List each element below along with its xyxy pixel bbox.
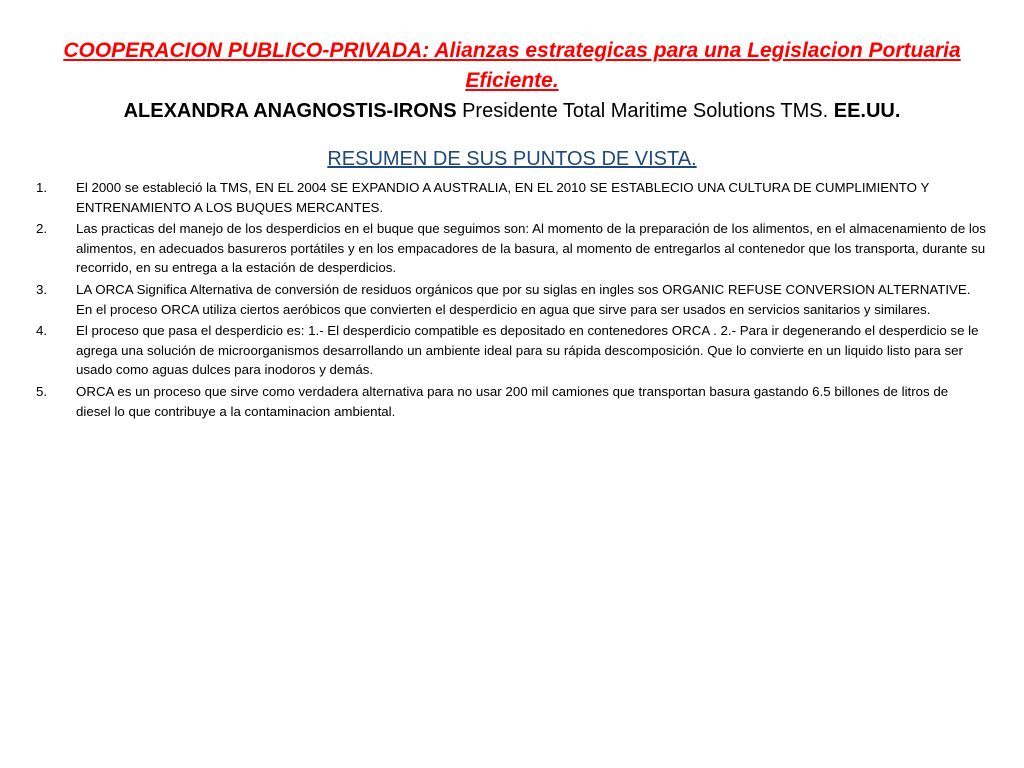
list-item-text: LA ORCA Significa Alternativa de conversión de residuos orgánicos que por su siglas en ingles sos ORGANIC REFUSE CONVERSION ALTERNATIVE. En el proceso ORCA utiliza ciertos aeróbicos que convierten el desperdicio en agua que sirve para ser usados en servicios sanitarios y similares. [76,281,971,317]
list-item-text: Las practicas del manejo de los desperdicios en el buque que seguimos son: Al momento de la preparación de los alimentos, en el almacenamiento de los alimentos, en adecuados basureros portátiles y en los empacadores de la basura, al momento de entregarlos al contenedor que los transporta, durante su recorrido, en su entrega a la estación de desperdicios. [76,221,986,276]
list-item-number: 1. [36,180,48,195]
speaker-name: ALEXANDRA ANAGNOSTIS-IRONS [123,100,457,122]
list-item [36,178,986,217]
title-block [40,36,984,126]
list-item-number: 3. [36,281,48,297]
speaker-line [40,96,984,126]
speaker-role: Presidente Total Maritime Solutions TMS. [456,100,834,122]
list-item-text: El 2000 se estableció la TMS, EN EL 2004 SE EXPANDIO A AUSTRALIA, EN EL 2010 SE ESTABLECIO UNA CULTURA DE CUMPLIMIENTO Y ENTRENAMIENTO A LOS BUQUES MERCANTES. [76,180,930,215]
list-item-text: El proceso que pasa el desperdicio es: 1.- El desperdicio compatible es depositado en contenedores ORCA . 2.- Para ir degenerando el desperdicio se le agrega una solución de microorganismos desarrollando un ambiente ideal para su rápida descomposición. Que lo convierte en un liquido listo para ser usado como aguas dulces para inodoros y demás. [76,323,979,378]
list-item [36,219,986,278]
list-item-number: 2. [36,221,48,237]
slide-title: COOPERACION PUBLICO-PRIVADA: Alianzas estrategicas para una Legislacion Portuaria Eficiente. [63,39,961,92]
section-subtitle: RESUMEN DE SUS PUNTOS DE VISTA. [327,148,697,170]
list-item [36,321,986,380]
list-item-text: ORCA es un proceso que sirve como verdadera alternativa para no usar 200 mil camiones que transportan basura gastando 6.5 billones de litros de diesel lo que contribuye a la contaminacion ambiental. [76,383,949,419]
list-item-number: 4. [36,323,48,339]
points-list [36,178,986,423]
list-item [36,280,986,319]
list-item [36,382,986,421]
speaker-country: EE.UU. [833,100,901,122]
list-item-number: 5. [36,383,48,399]
